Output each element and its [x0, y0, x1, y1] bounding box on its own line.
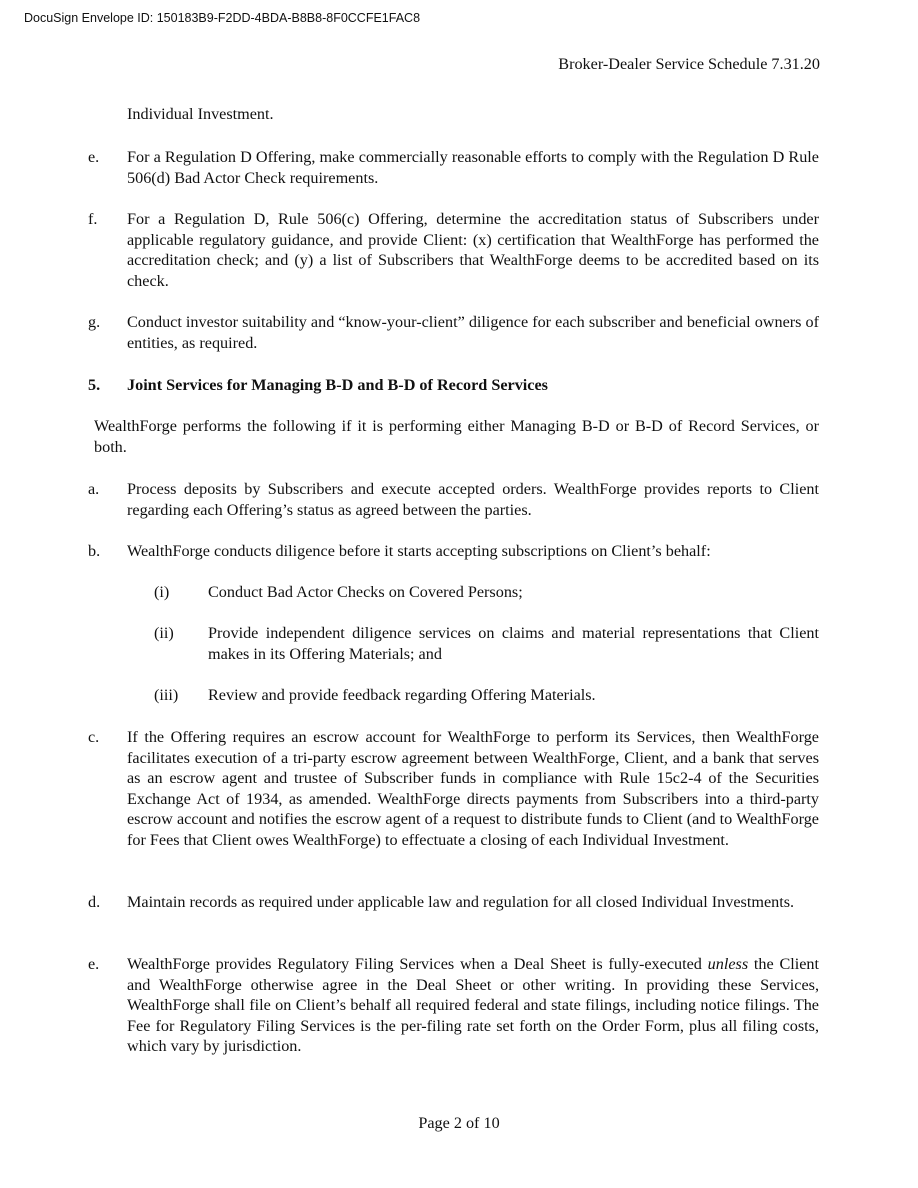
item-text: If the Offering requires an escrow account for WealthForge to perform its Services, then WealthForge facilitates execution of a tri-party escrow agreement between WealthForge, Client, and a bank that serves as an escrow agent and trustee of Subscriber funds in compliance with Rule 15c2-4 of the Securities Exchange Act of 1934, as amended. WealthForge directs payments from Subscribers into a third-party escrow account and notifies the escrow agent of a request to distribute funds to Client (and to WealthForge for Fees that Client owes WealthForge) to effectuate a closing of each Individual Investment. — [127, 728, 819, 849]
section-intro: WealthForge performs the following if it is performing either Managing B-D or B-D of Record Services, or both. — [94, 417, 819, 456]
subitem-label: (ii) — [154, 624, 174, 642]
item-text-part: WealthForge provides Regulatory Filing Services when a Deal Sheet is fully-executed — [127, 955, 708, 973]
item-text-part: the Client and WealthForge otherwise agree in the Deal Sheet or other writing. In providing these Services, WealthForge shall file on Client’s behalf all required federal and state filings, including notice filings. The Fee for Regulatory Filing Services is the per-filing rate set forth on the Order Form, plus all filing costs, which vary by jurisdiction. — [127, 955, 820, 1055]
page-number: Page 2 of 10 — [418, 1114, 500, 1132]
item-label: f. — [88, 210, 98, 228]
subitem-text: Review and provide feedback regarding Offering Materials. — [208, 686, 596, 704]
subitem-text: Conduct Bad Actor Checks on Covered Persons; — [208, 583, 523, 601]
item-text: For a Regulation D Offering, make commercially reasonable efforts to comply with the Regulation D Rule 506(d) Bad Actor Check requirements. — [127, 148, 819, 187]
item-label: d. — [88, 893, 101, 911]
subitem-label: (i) — [154, 583, 170, 601]
item-text: WealthForge conducts diligence before it starts accepting subscriptions on Client’s behalf: — [127, 542, 711, 560]
subitem-text: Provide independent diligence services on claims and material representations that Client makes in its Offering Materials; and — [208, 624, 819, 663]
section-number: 5. — [88, 376, 101, 394]
section-title: Joint Services for Managing B-D and B-D of Record Services — [127, 376, 548, 394]
item-label: c. — [88, 728, 100, 746]
item-text: Maintain records as required under applicable law and regulation for all closed Individual Investments. — [127, 893, 795, 911]
continuation-text: Individual Investment. — [127, 105, 274, 123]
item-text: Process deposits by Subscribers and execute accepted orders. WealthForge provides reports to Client regarding each Offering’s status as agreed between the parties. — [127, 480, 819, 519]
item-text: Conduct investor suitability and “know-your-client” diligence for each subscriber and beneficial owners of entities, as required. — [127, 313, 819, 352]
item-text-emphasis: unless — [707, 955, 749, 973]
item-label: e. — [88, 955, 100, 973]
item-label: b. — [88, 542, 101, 560]
item-text — [127, 954, 819, 1057]
subitem-label: (iii) — [154, 686, 179, 704]
item-label: a. — [88, 480, 100, 498]
header-title: Broker-Dealer Service Schedule 7.31.20 — [558, 55, 820, 73]
item-label: e. — [88, 148, 100, 166]
envelope-id: DocuSign Envelope ID: 150183B9-F2DD-4BDA-B8B8-8F0CCFE1FAC8 — [24, 11, 421, 25]
item-text: For a Regulation D, Rule 506(c) Offering, determine the accreditation status of Subscribers under applicable regulatory guidance, and provide Client: (x) certification that WealthForge has performed the accreditation check; and (y) a list of Subscribers that WealthForge deems to be accredited based on its check. — [127, 210, 819, 290]
item-label: g. — [88, 313, 101, 331]
